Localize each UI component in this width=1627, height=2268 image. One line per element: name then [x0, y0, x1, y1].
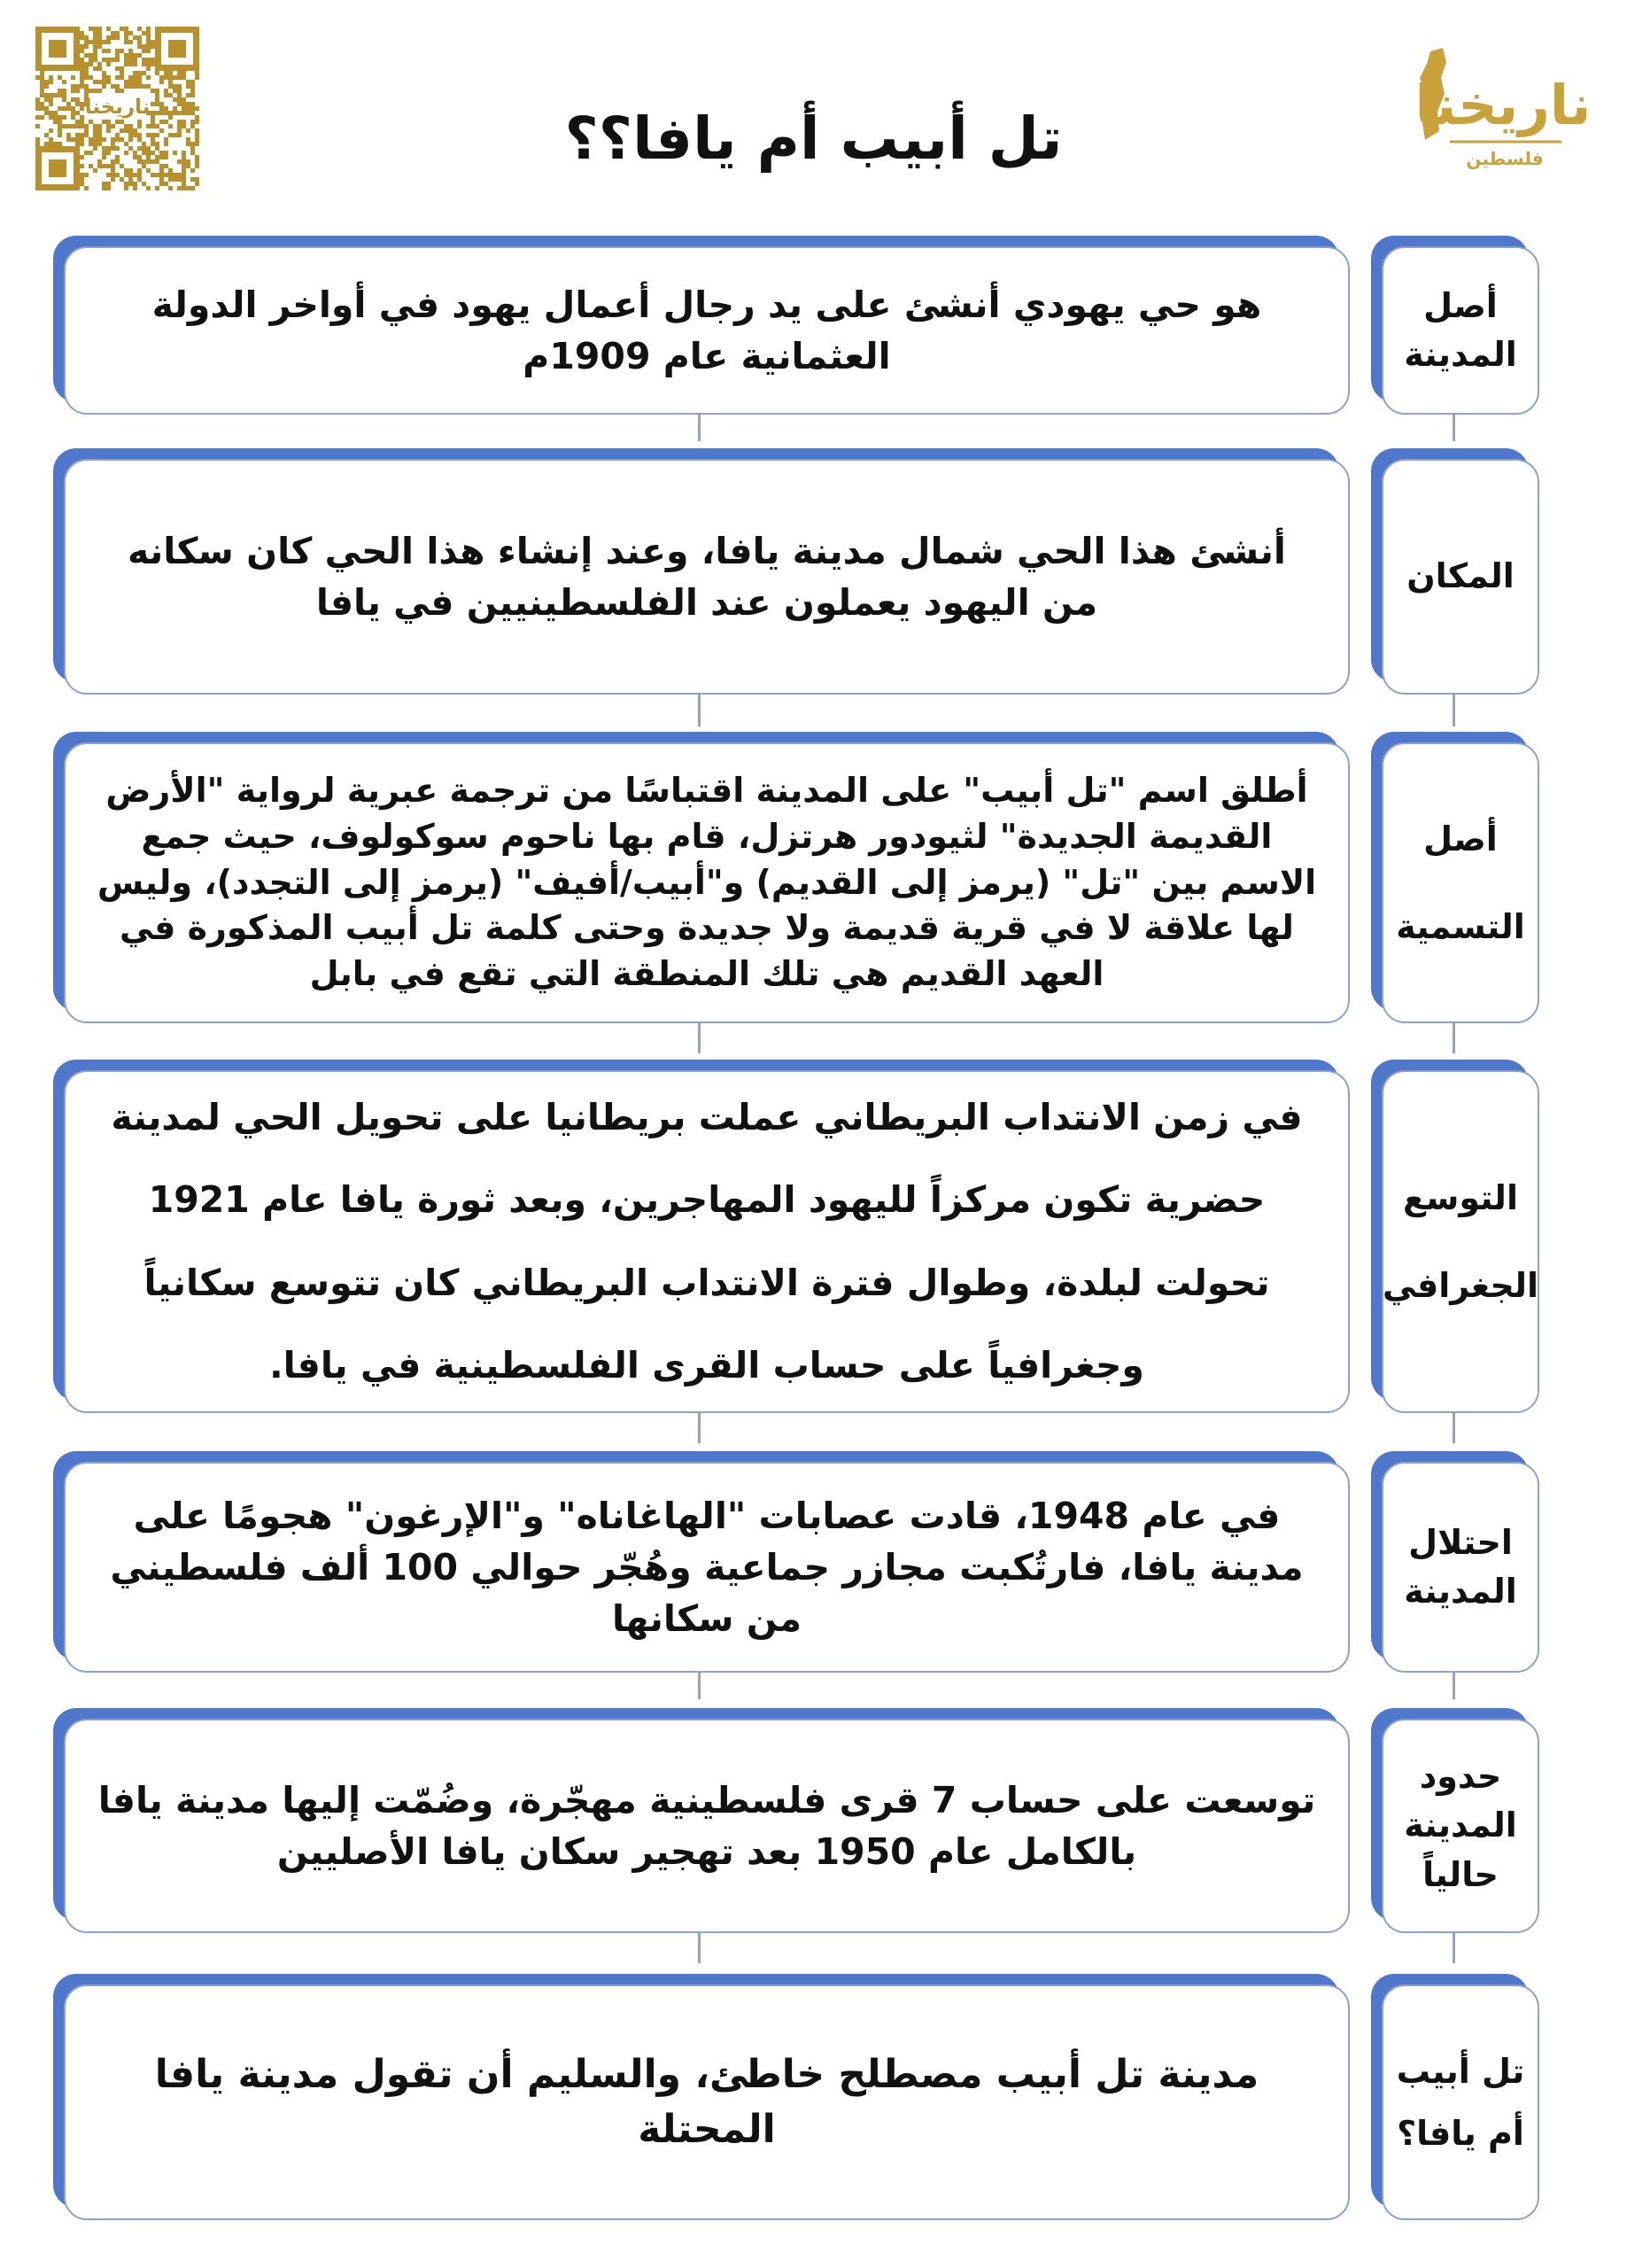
info-text: أطلق اسم "تل أبيب" على المدينة اقتباسًا من ترجمة عبرية لرواية "الأرض القديمة الجديدة" لثيودور هرتزل، قام بها ناحوم سوكولوف، حيث جمع الاسم بين "تل" (يرمز إلى القديم) و"أبيب/أفيف" (يرمز إلى التجدد)، وليس لها علاقة لا في قرية قديمة ولا جديدة وحتى كلمة تل أبيب المذكورة في العهد القديم هي تلك المنطقة التي تقع في بابل: [97, 771, 1317, 993]
logo-text: ناريخنا: [1414, 73, 1592, 137]
label-card-borders: [1382, 1719, 1539, 1933]
connector-line: [1453, 1933, 1455, 1963]
qr-code-icon: [35, 27, 199, 190]
info-card-expansion: [64, 1070, 1350, 1413]
connector-line: [698, 695, 701, 726]
connector-line: [1453, 695, 1455, 726]
connector-line: [698, 415, 701, 441]
label-card-expansion: [1382, 1070, 1539, 1413]
qr-inner-text: ناريخنا: [84, 96, 151, 119]
info-text: في زمن الانتداب البريطاني عملت بريطانيا على تحويل الحي لمدينة حضرية تكون مركزاً لليهود المهاجرين، وبعد ثورة يافا عام 1921 تحولت لبلدة، وطوال فترة الانتداب البريطاني كان تتوسع سكانياً وجغرافياً على حساب القرى الفلسطينية في يافا.: [111, 1095, 1303, 1386]
info-text: مدينة تل أبيب مصطلح خاطئ، والسليم أن تقول مدينة يافا المحتلة: [154, 2051, 1259, 2152]
label-card-naming: [1382, 742, 1539, 1023]
info-text: أنشئ هذا الحي شمال مدينة يافا، وعند إنشاء هذا الحي كان سكانه من اليهود يعملون عند الفلسطينيين في يافا: [128, 529, 1286, 624]
info-card-borders: [64, 1719, 1350, 1933]
info-card-origin: [64, 246, 1350, 415]
info-card-naming: [64, 742, 1350, 1023]
connector-line: [698, 1413, 701, 1443]
info-card-occupation: [64, 1462, 1350, 1673]
connector-line: [1453, 1023, 1455, 1053]
label-text: التوسع الجغرافي: [1382, 1177, 1539, 1305]
label-text: المكان: [1406, 556, 1515, 596]
connector-line: [698, 1673, 701, 1699]
connector-line: [1453, 1413, 1455, 1443]
connector-line: [698, 1933, 701, 1963]
info-text: هو حي يهودي أنشئ على يد رجال أعمال يهود في أواخر الدولة العثمانية عام 1909م: [151, 283, 1262, 377]
page-title: تل أبيب أم يافا؟؟: [564, 105, 1063, 173]
connector-line: [698, 1023, 701, 1053]
label-card-conclusion: [1382, 1984, 1539, 2220]
label-text: حدود المدينة حالياً: [1404, 1757, 1517, 1894]
info-text: في عام 1948، قادت عصابات "الهاغاناه" و"الإرغون" هجومًا على مدينة يافا، فارتُكبت مجازر جماعية وهُجّر حوالي 100 ألف فلسطيني من سكانها: [110, 1494, 1304, 1641]
connector-line: [1453, 415, 1455, 441]
connector-line: [1453, 1673, 1455, 1699]
label-card-occupation: [1382, 1462, 1539, 1673]
label-text: احتلال المدينة: [1404, 1522, 1517, 1611]
info-card-location: [64, 459, 1350, 695]
info-card-conclusion: [64, 1984, 1350, 2220]
label-text: أصل التسمية: [1396, 819, 1525, 946]
info-text: توسعت على حساب 7 قرى فلسطينية مهجّرة، وضُمّت إليها مدينة يافا بالكامل عام 1950 بعد تهجير سكان يافا الأصليين: [97, 1778, 1316, 1873]
label-text: أصل المدينة: [1404, 285, 1517, 374]
label-card-location: [1382, 459, 1539, 695]
label-card-origin: [1382, 246, 1539, 415]
logo-subtext: فلسطين: [1466, 148, 1544, 169]
label-text: تل أبيب أم يافا؟: [1396, 2051, 1525, 2153]
logo: [1404, 43, 1592, 175]
